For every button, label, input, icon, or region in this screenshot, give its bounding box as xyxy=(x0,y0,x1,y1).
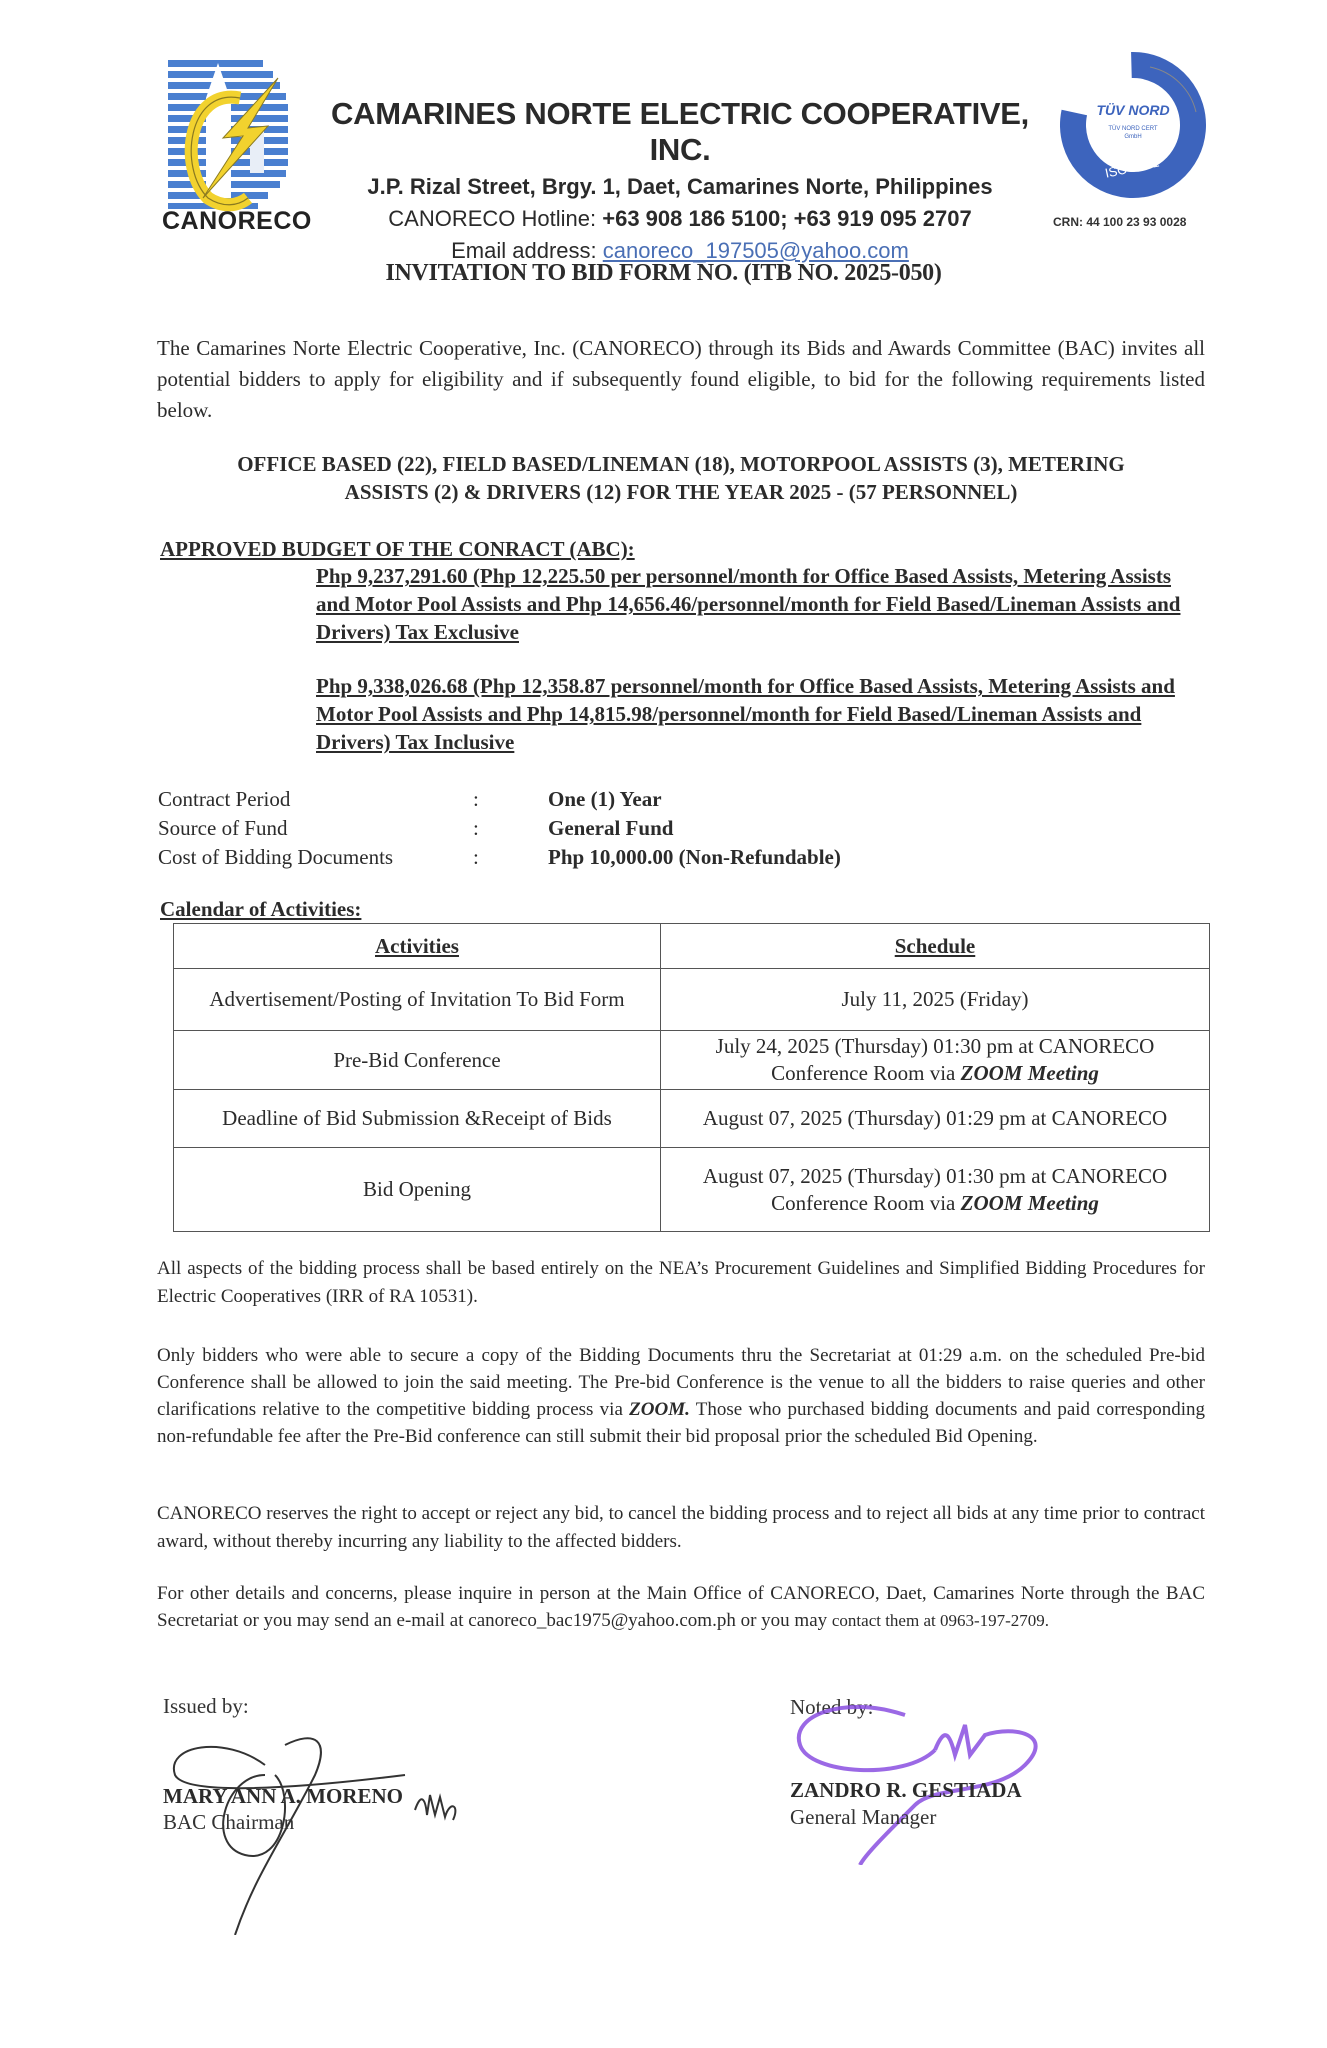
info-row-cost-of-bidding-documents: Cost of Bidding Documents : Php 10,000.00 (Non-Refundable) xyxy=(158,845,841,869)
schedule-cell: August 07, 2025 (Thursday) 01:30 pm at CANORECO Conference Room via ZOOM Meeting xyxy=(661,1148,1210,1232)
organization-name: CAMARINES NORTE ELECTRIC COOPERATIVE, INC. xyxy=(331,96,1029,167)
schedule-cell: August 07, 2025 (Thursday) 01:29 pm at CANORECO xyxy=(661,1090,1210,1148)
svg-text:TÜV NORD CERT: TÜV NORD CERT xyxy=(1108,126,1158,132)
pre-bid-paragraph: Only bidders who were able to secure a copy of the Bidding Documents thru the Secretariat at 01:29 a.m. on the scheduled Pre-bid Conference shall be allowed to join the said meeting. The Pre-bid Conference is the venue to all the bidders to raise queries and other clarifications relative to the competitive bidding process via ZOOM. Those who purchased bidding documents and paid corresponding non-refundable fee after the Pre-Bid conference can still submit their bid proposal prior the scheduled Bid Opening. xyxy=(157,1345,1206,1447)
email-line: Email address: canoreco_197505@yahoo.com xyxy=(451,238,909,263)
letterhead xyxy=(320,96,1040,264)
table-row xyxy=(174,1031,1210,1090)
calendar-heading: Calendar of Activities: xyxy=(160,897,362,921)
noted-by-label: Noted by: xyxy=(790,1695,874,1719)
activity-cell: Advertisement/Posting of Invitation To Bid Form xyxy=(174,969,661,1031)
column-header-schedule: Schedule xyxy=(661,924,1210,969)
table-row xyxy=(174,1148,1210,1232)
table-row xyxy=(174,969,1210,1031)
calendar-header-row xyxy=(174,924,1210,969)
requirements-heading: OFFICE BASED (22), FIELD BASED/LINEMAN (18), MOTORPOOL ASSISTS (3), METERING ASSISTS (2) & DRIVERS (12) FOR THE YEAR 2025 - (57 PERSONNEL) xyxy=(237,452,1125,504)
email-link[interactable]: canoreco_197505@yahoo.com xyxy=(602,238,909,263)
calendar-table xyxy=(173,923,1210,1232)
reservation-paragraph: CANORECO reserves the right to accept or reject any bid, to cancel the bidding process and to reject all bids at any time prior to contract award, without thereby incurring any liability to the affected bidders. xyxy=(157,1503,1205,1552)
schedule-cell: July 24, 2025 (Thursday) 01:30 pm at CANORECO Conference Room via ZOOM Meeting xyxy=(661,1031,1210,1090)
intro-paragraph: The Camarines Norte Electric Cooperative, Inc. (CANORECO) through its Bids and Awards Committee (BAC) invites all potential bidders to apply for eligibility and if subsequently found eligible, to bid for the following requirements listed below. xyxy=(157,336,1205,422)
noter-name: ZANDRO R. GESTIADA xyxy=(790,1778,1022,1802)
table-row xyxy=(174,1090,1210,1148)
info-row-source-of-fund: Source of Fund : General Fund xyxy=(158,816,674,840)
abc-tax-exclusive: Php 9,237,291.60 (Php 12,225.50 per personnel/month for Office Based Assists, Metering Assists and Motor Pool Assists and Php 14,656.46/personnel/month for Field Based/Lineman Assists and Drivers) Tax Exclusive xyxy=(316,564,1181,644)
svg-text:TÜV NORD: TÜV NORD xyxy=(1096,102,1170,118)
logo-wordmark: CANORECO xyxy=(162,207,312,235)
contract-info xyxy=(158,785,841,872)
issuer-name: MARY ANN A. MORENO xyxy=(163,1784,403,1808)
activity-cell: Bid Opening xyxy=(174,1148,661,1232)
column-header-activities: Activities xyxy=(174,924,661,969)
activity-cell: Deadline of Bid Submission &Receipt of Bids xyxy=(174,1090,661,1148)
svg-text:ISO 9001: ISO 9001 xyxy=(1103,154,1161,181)
certification-number: CRN: 44 100 23 93 0028 xyxy=(1053,215,1187,229)
iso-certification-badge-icon xyxy=(1058,50,1208,200)
info-row-contract-period: Contract Period : One (1) Year xyxy=(158,787,662,811)
issued-by-label: Issued by: xyxy=(163,1694,249,1718)
schedule-cell: July 11, 2025 (Friday) xyxy=(661,969,1210,1031)
hotline: CANORECO Hotline: +63 908 186 5100; +63 919 095 2707 xyxy=(388,206,972,231)
procurement-guidelines-paragraph: All aspects of the bidding process shall be based entirely on the NEA’s Procurement Guidelines and Simplified Bidding Procedures for Electric Cooperatives (IRR of RA 10531). xyxy=(157,1258,1205,1307)
svg-text:GmbH: GmbH xyxy=(1124,134,1142,140)
address: J.P. Rizal Street, Brgy. 1, Daet, Camarines Norte, Philippines xyxy=(367,174,993,199)
noter-title: General Manager xyxy=(790,1805,937,1829)
issuer-title: BAC Chairman xyxy=(163,1810,295,1834)
issuer-signature-icon xyxy=(165,1735,505,1935)
abc-heading: APPROVED BUDGET OF THE CONRACT (ABC): xyxy=(160,537,635,561)
activity-cell: Pre-Bid Conference xyxy=(174,1031,661,1090)
contact-paragraph: For other details and concerns, please inquire in person at the Main Office of CANORECO, Daet, Camarines Norte through the BAC Secretariat or you may send an e-mail at canoreco_bac1975@yahoo.com.ph or you may contact them at 0963-197-2709. xyxy=(157,1583,1205,1631)
abc-tax-inclusive: Php 9,338,026.68 (Php 12,358.87 personnel/month for Office Based Assists, Metering Assists and Motor Pool Assists and Php 14,815.98/personnel/month for Field Based/Lineman Assists and Drivers) Tax Inclusive xyxy=(316,674,1175,754)
document-title: INVITATION TO BID FORM NO. (ITB NO. 2025-050) xyxy=(385,260,942,286)
